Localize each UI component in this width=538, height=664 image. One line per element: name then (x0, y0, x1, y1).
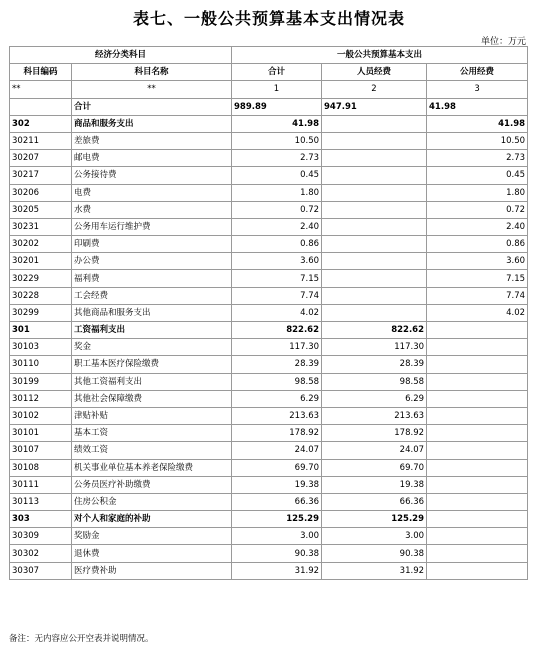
cell-total: 178.92 (232, 425, 322, 442)
cell-public (427, 322, 528, 339)
table-row (10, 562, 528, 579)
cell-code: 30229 (10, 270, 72, 287)
cell-total: 2.73 (232, 150, 322, 167)
header-econ: 经济分类科目 (10, 47, 232, 64)
cell-total: 90.38 (232, 545, 322, 562)
cell-personnel: 213.63 (322, 407, 427, 424)
cell-code: 30202 (10, 236, 72, 253)
cell-public: 2.73 (427, 150, 528, 167)
cell-code: 30207 (10, 150, 72, 167)
cell-total: 10.50 (232, 132, 322, 149)
table-row (10, 373, 528, 390)
cell-total: 117.30 (232, 339, 322, 356)
cell-personnel: 3.00 (322, 528, 427, 545)
cell-code: 30102 (10, 407, 72, 424)
cell-name: 奖励金 (72, 528, 232, 545)
cell-code: 30103 (10, 339, 72, 356)
cell-total: 24.07 (232, 442, 322, 459)
cell-code: 30231 (10, 218, 72, 235)
cell-personnel: 28.39 (322, 356, 427, 373)
cell-code: 30112 (10, 390, 72, 407)
cell-public (427, 425, 528, 442)
table-row (10, 356, 528, 373)
cell-public (427, 459, 528, 476)
cell-total: 31.92 (232, 562, 322, 579)
cell-total: 7.15 (232, 270, 322, 287)
table-row (10, 322, 528, 339)
cell-public (427, 407, 528, 424)
cell-code: 303 (10, 511, 72, 528)
cell-total: 19.38 (232, 476, 322, 493)
cell-personnel (322, 167, 427, 184)
header-star-code: ** (10, 81, 72, 98)
cell-public (427, 373, 528, 390)
grand-total-total: 989.89 (232, 98, 322, 115)
cell-code: 30111 (10, 476, 72, 493)
table-row (10, 236, 528, 253)
table-row (10, 511, 528, 528)
cell-code: 30228 (10, 287, 72, 304)
cell-personnel: 178.92 (322, 425, 427, 442)
cell-total: 0.86 (232, 236, 322, 253)
table-row (10, 218, 528, 235)
cell-name: 对个人和家庭的补助 (72, 511, 232, 528)
cell-personnel: 822.62 (322, 322, 427, 339)
cell-code: 30299 (10, 304, 72, 321)
header-row-3 (10, 81, 528, 98)
cell-personnel (322, 132, 427, 149)
cell-total: 66.36 (232, 493, 322, 510)
cell-name: 其他商品和服务支出 (72, 304, 232, 321)
cell-name: 医疗费补助 (72, 562, 232, 579)
cell-name: 商品和服务支出 (72, 115, 232, 132)
cell-personnel: 117.30 (322, 339, 427, 356)
cell-total: 6.29 (232, 390, 322, 407)
cell-total: 4.02 (232, 304, 322, 321)
cell-total: 7.74 (232, 287, 322, 304)
cell-name: 津贴补贴 (72, 407, 232, 424)
cell-code: 30108 (10, 459, 72, 476)
cell-public (427, 442, 528, 459)
cell-personnel: 98.58 (322, 373, 427, 390)
table-row (10, 270, 528, 287)
cell-name: 机关事业单位基本养老保险缴费 (72, 459, 232, 476)
cell-name: 绩效工资 (72, 442, 232, 459)
table-row (10, 287, 528, 304)
cell-total: 125.29 (232, 511, 322, 528)
cell-total: 213.63 (232, 407, 322, 424)
grand-total-label: 合计 (72, 98, 232, 115)
table-row (10, 201, 528, 218)
cell-code: 30101 (10, 425, 72, 442)
cell-name: 其他社会保障缴费 (72, 390, 232, 407)
cell-name: 公务用车运行维护费 (72, 218, 232, 235)
cell-total: 41.98 (232, 115, 322, 132)
cell-personnel: 31.92 (322, 562, 427, 579)
cell-personnel: 24.07 (322, 442, 427, 459)
cell-public: 7.74 (427, 287, 528, 304)
cell-code: 30113 (10, 493, 72, 510)
cell-code: 30107 (10, 442, 72, 459)
cell-name: 工会经费 (72, 287, 232, 304)
cell-total: 0.45 (232, 167, 322, 184)
header-col-number-1: 1 (232, 81, 322, 98)
table-row (10, 184, 528, 201)
cell-name: 电费 (72, 184, 232, 201)
footnote: 备注：无内容应公开空表并说明情况。 (9, 634, 154, 644)
cell-public: 0.72 (427, 201, 528, 218)
table-row (10, 442, 528, 459)
cell-name: 公务接待费 (72, 167, 232, 184)
cell-personnel: 66.36 (322, 493, 427, 510)
table-row (10, 528, 528, 545)
cell-name: 印刷费 (72, 236, 232, 253)
header-total: 合计 (232, 64, 322, 81)
cell-code: 30205 (10, 201, 72, 218)
grand-total-personnel: 947.91 (322, 98, 427, 115)
cell-code: 30211 (10, 132, 72, 149)
cell-personnel (322, 218, 427, 235)
table-row (10, 132, 528, 149)
table-row (10, 459, 528, 476)
cell-name: 基本工资 (72, 425, 232, 442)
cell-personnel: 69.70 (322, 459, 427, 476)
table-row (10, 407, 528, 424)
cell-name: 其他工资福利支出 (72, 373, 232, 390)
header-public: 公用经费 (427, 64, 528, 81)
unit-label: 单位：万元 (480, 37, 526, 47)
cell-code: 30307 (10, 562, 72, 579)
cell-personnel (322, 184, 427, 201)
cell-public (427, 511, 528, 528)
cell-public (427, 562, 528, 579)
cell-code: 30217 (10, 167, 72, 184)
cell-total: 2.40 (232, 218, 322, 235)
cell-name: 水费 (72, 201, 232, 218)
cell-public: 0.86 (427, 236, 528, 253)
cell-personnel: 125.29 (322, 511, 427, 528)
cell-code: 30201 (10, 253, 72, 270)
cell-public: 3.60 (427, 253, 528, 270)
header-col-number-3: 3 (427, 81, 528, 98)
cell-name: 奖金 (72, 339, 232, 356)
cell-name: 福利费 (72, 270, 232, 287)
cell-total: 98.58 (232, 373, 322, 390)
cell-personnel: 19.38 (322, 476, 427, 493)
cell-personnel: 6.29 (322, 390, 427, 407)
header-budget: 一般公共预算基本支出 (232, 47, 528, 64)
cell-code: 30206 (10, 184, 72, 201)
cell-name: 差旅费 (72, 132, 232, 149)
grand-total-row (10, 98, 528, 115)
cell-public (427, 528, 528, 545)
table-row (10, 425, 528, 442)
cell-code: 301 (10, 322, 72, 339)
cell-name: 职工基本医疗保险缴费 (72, 356, 232, 373)
cell-total: 28.39 (232, 356, 322, 373)
table-row (10, 304, 528, 321)
header-row-1 (10, 47, 528, 64)
cell-total: 3.60 (232, 253, 322, 270)
table-row (10, 150, 528, 167)
cell-public (427, 356, 528, 373)
cell-code: 30309 (10, 528, 72, 545)
cell-personnel (322, 287, 427, 304)
cell-name: 邮电费 (72, 150, 232, 167)
grand-total-public: 41.98 (427, 98, 528, 115)
cell-public (427, 493, 528, 510)
budget-table (9, 46, 528, 580)
cell-public: 7.15 (427, 270, 528, 287)
cell-code: 30199 (10, 373, 72, 390)
table-row (10, 115, 528, 132)
grand-total-code (10, 98, 72, 115)
cell-public: 2.40 (427, 218, 528, 235)
header-code: 科目编码 (10, 64, 72, 81)
cell-public (427, 390, 528, 407)
cell-name: 退休费 (72, 545, 232, 562)
cell-personnel: 90.38 (322, 545, 427, 562)
page-title: 表七、一般公共预算基本支出情况表 (132, 9, 405, 28)
cell-personnel (322, 236, 427, 253)
table-row (10, 493, 528, 510)
table-row (10, 545, 528, 562)
cell-name: 公务员医疗补助缴费 (72, 476, 232, 493)
header-row-2 (10, 64, 528, 81)
table-row (10, 339, 528, 356)
cell-total: 0.72 (232, 201, 322, 218)
header-col-number-2: 2 (322, 81, 427, 98)
cell-personnel (322, 253, 427, 270)
table-row (10, 167, 528, 184)
cell-personnel (322, 201, 427, 218)
cell-public (427, 476, 528, 493)
cell-code: 30302 (10, 545, 72, 562)
cell-public: 4.02 (427, 304, 528, 321)
table-row (10, 390, 528, 407)
cell-personnel (322, 150, 427, 167)
cell-total: 1.80 (232, 184, 322, 201)
header-personnel: 人员经费 (322, 64, 427, 81)
cell-code: 302 (10, 115, 72, 132)
cell-personnel (322, 304, 427, 321)
cell-total: 3.00 (232, 528, 322, 545)
cell-public: 0.45 (427, 167, 528, 184)
cell-total: 69.70 (232, 459, 322, 476)
cell-name: 住房公积金 (72, 493, 232, 510)
cell-name: 办公费 (72, 253, 232, 270)
cell-public: 1.80 (427, 184, 528, 201)
cell-total: 822.62 (232, 322, 322, 339)
cell-public (427, 545, 528, 562)
cell-name: 工资福利支出 (72, 322, 232, 339)
header-name: 科目名称 (72, 64, 232, 81)
table-row (10, 476, 528, 493)
cell-public (427, 339, 528, 356)
cell-public: 41.98 (427, 115, 528, 132)
header-star-name: ** (72, 81, 232, 98)
table-row (10, 253, 528, 270)
cell-personnel (322, 270, 427, 287)
cell-public: 10.50 (427, 132, 528, 149)
cell-code: 30110 (10, 356, 72, 373)
cell-personnel (322, 115, 427, 132)
